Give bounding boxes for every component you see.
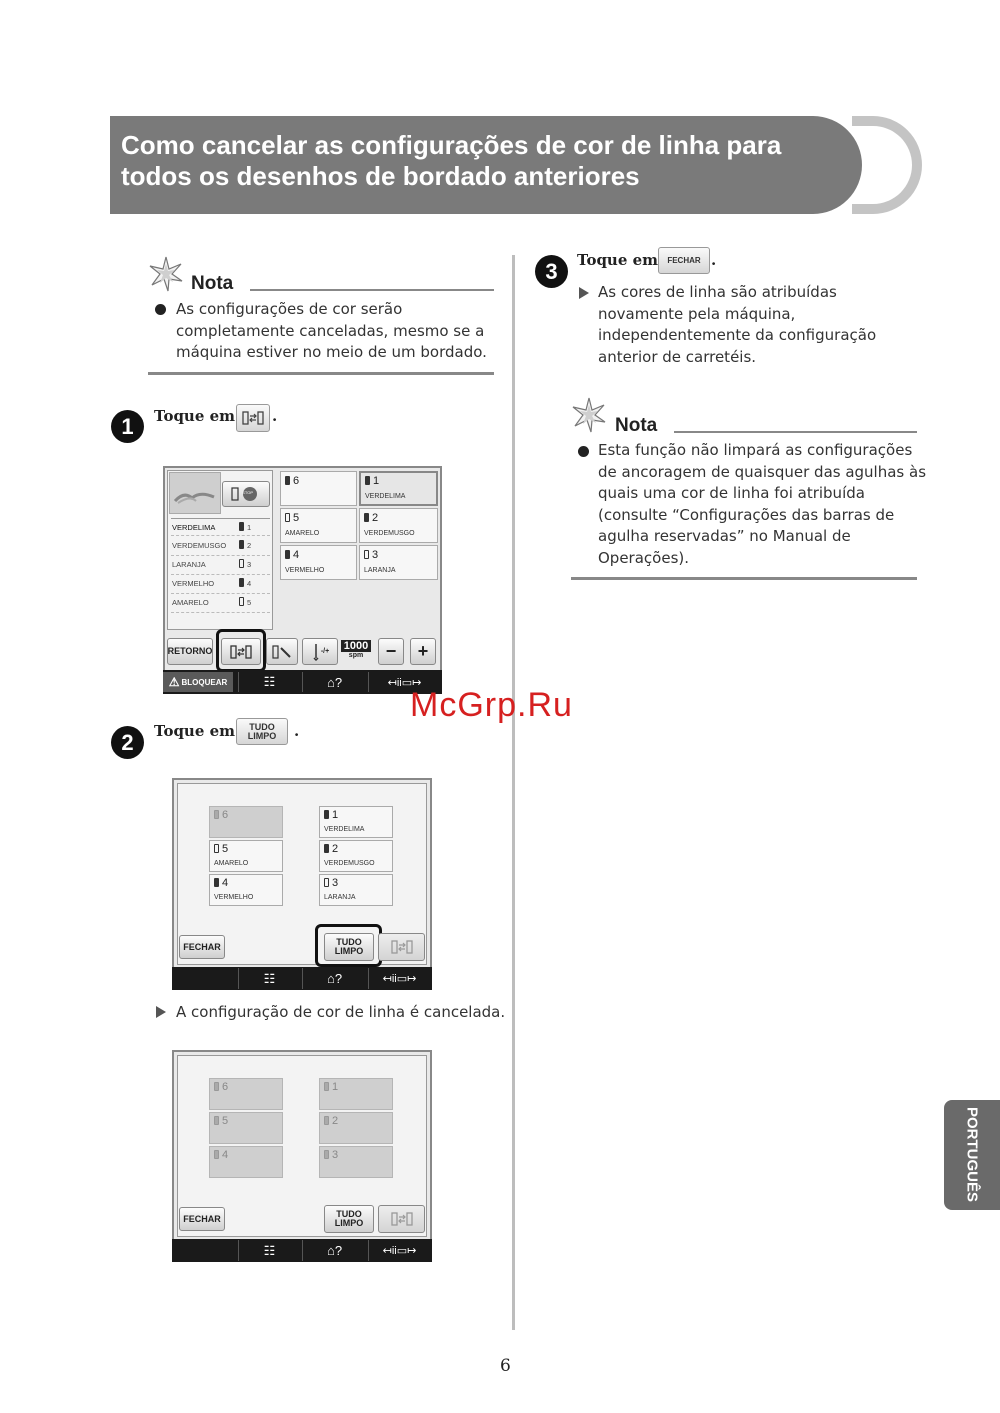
spool-pencil-icon bbox=[271, 644, 293, 660]
checklist-button[interactable] bbox=[238, 968, 300, 989]
help-button[interactable]: ⌂ ? bbox=[302, 1240, 366, 1261]
needle-tile[interactable]: 1 bbox=[319, 1078, 393, 1110]
color-list-row[interactable]: AMARELO 5 bbox=[171, 594, 270, 613]
needle-tile[interactable]: 4 bbox=[209, 1146, 283, 1178]
frame-move-button[interactable] bbox=[368, 968, 430, 989]
needle-tile[interactable]: 4 VERMELHO bbox=[209, 874, 283, 906]
spool-edit-button[interactable] bbox=[266, 638, 298, 665]
needle-tile[interactable]: 1 VERDELIMA bbox=[319, 806, 393, 838]
result-arrow-icon bbox=[156, 1006, 166, 1018]
result-arrow-icon bbox=[579, 287, 589, 299]
frame-move-icon: ↤ii▭↦ bbox=[382, 1245, 417, 1257]
note-star-icon bbox=[571, 397, 607, 433]
tudo-limpo-button[interactable]: TUDO LIMPO bbox=[324, 1205, 374, 1233]
section-title-line2: todos os desenhos de bordado anteriores bbox=[121, 161, 640, 191]
needle-tile[interactable]: 3 LARANJA bbox=[359, 545, 438, 580]
fechar-button[interactable]: FECHAR bbox=[658, 247, 710, 274]
watermark: McGrp.Ru bbox=[410, 686, 573, 724]
checklist-icon: ☷ bbox=[263, 970, 276, 986]
tudo-limpo-button[interactable]: TUDO LIMPO bbox=[236, 718, 288, 745]
note-bottom-rule bbox=[148, 372, 494, 375]
language-tab-label: PORTUGUÊS bbox=[963, 1107, 981, 1203]
needle-tile[interactable]: 3 bbox=[319, 1146, 393, 1178]
checklist-icon: ☷ bbox=[263, 1242, 276, 1258]
checklist-icon: ☷ bbox=[263, 674, 276, 689]
spool-swap-icon bbox=[241, 410, 265, 426]
note-body: Esta função não limpará as configurações de ancoragem de quaisquer das agulhas às quais uma cor de linha foi atribuída (consulte “Configurações das barras de agulha reservadas” no Manual de Operações). bbox=[598, 441, 927, 567]
color-list-row[interactable]: VERDELIMA 1 bbox=[171, 518, 270, 536]
needle-tile[interactable]: 6 bbox=[280, 471, 357, 506]
fechar-button[interactable]: FECHAR bbox=[179, 935, 225, 959]
spool-swap-icon bbox=[389, 939, 415, 955]
frame-move-icon: ↤ii▭↦ bbox=[387, 676, 422, 689]
step2-instruction: Toque em bbox=[154, 722, 236, 740]
result-text: A configuração de cor de linha é cancelada. bbox=[176, 1003, 506, 1021]
note-body bbox=[176, 299, 496, 364]
header-decoration-arc bbox=[852, 116, 922, 214]
checklist-button[interactable] bbox=[238, 672, 300, 692]
speed-display: 1000 spm bbox=[341, 640, 371, 664]
frame-move-icon: ↤ii▭↦ bbox=[382, 973, 417, 985]
needle-tile[interactable]: 5 AMARELO bbox=[280, 508, 357, 543]
warning-icon: ⚠ bbox=[168, 675, 180, 689]
note-bullet bbox=[155, 304, 166, 315]
stop-label: STOP bbox=[242, 490, 253, 495]
needle-tile[interactable]: 6 bbox=[209, 1078, 283, 1110]
step1-period: . bbox=[272, 407, 278, 425]
needle-tile[interactable]: 1 VERDELIMA bbox=[359, 471, 438, 506]
step-number-2: 2 bbox=[111, 726, 144, 759]
note-line: completamente canceladas, mesmo se a bbox=[176, 321, 485, 340]
checklist-button[interactable] bbox=[238, 1240, 300, 1261]
needle-tile[interactable]: 2 VERDEMUSGO bbox=[319, 840, 393, 872]
color-list-row[interactable]: LARANJA 3 bbox=[171, 556, 270, 575]
tudo-limpo-button[interactable]: TUDO LIMPO bbox=[324, 933, 374, 961]
note-heading-rule bbox=[674, 431, 917, 433]
page-number: 6 bbox=[500, 1356, 511, 1376]
note-heading: Nota bbox=[191, 273, 234, 294]
step-number-3: 3 bbox=[535, 255, 568, 288]
note-heading: Nota bbox=[615, 415, 658, 436]
help-button[interactable]: ⌂ ? bbox=[302, 968, 366, 989]
step1-instruction: Toque em bbox=[154, 407, 236, 425]
speed-plus-button[interactable]: + bbox=[410, 638, 436, 665]
needle-tile[interactable]: 3 LARANJA bbox=[319, 874, 393, 906]
lock-button[interactable]: ⚠ BLOQUEAR bbox=[163, 672, 233, 692]
spool-icon bbox=[239, 559, 244, 568]
note-star-icon bbox=[148, 256, 184, 292]
machine-help-icon: ⌂ bbox=[326, 674, 335, 690]
thread-color-reset-button[interactable] bbox=[378, 1205, 425, 1233]
note-line: As configurações de cor serão bbox=[176, 300, 403, 318]
column-divider bbox=[512, 255, 515, 1330]
needle-tile[interactable]: 5 bbox=[209, 1112, 283, 1144]
speed-minus-button[interactable]: − bbox=[378, 638, 404, 665]
embroidery-preview-icon bbox=[170, 473, 220, 513]
help-button[interactable]: ⌂ ? bbox=[302, 672, 366, 692]
section-title-line1: Como cancelar as configurações de cor de linha para bbox=[121, 130, 782, 160]
step3-result: As cores de linha são atribuídas novamente pela máquina, independentemente da configuração anterior de carretéis. bbox=[598, 283, 877, 366]
step2-period: . bbox=[294, 722, 300, 740]
needle-tile[interactable]: 4 VERMELHO bbox=[280, 545, 357, 580]
note-bottom-rule bbox=[571, 577, 917, 580]
needle-tile[interactable]: 2 VERDEMUSGO bbox=[359, 508, 438, 543]
thread-color-reset-button[interactable] bbox=[378, 933, 425, 961]
section-title bbox=[121, 130, 841, 192]
color-list-row[interactable]: VERMELHO 4 bbox=[171, 575, 270, 594]
needle-tile[interactable]: 2 bbox=[319, 1112, 393, 1144]
thread-color-reset-button[interactable] bbox=[236, 404, 270, 432]
needle-tile[interactable]: 6 bbox=[209, 806, 283, 838]
step3-period: . bbox=[711, 251, 717, 269]
machine-help-icon: ⌂ bbox=[326, 1243, 335, 1258]
spool-icon bbox=[239, 540, 244, 549]
step-number-1: 1 bbox=[111, 410, 144, 443]
note-bullet bbox=[578, 446, 589, 457]
needle-adjust-button[interactable]: -/+ bbox=[302, 638, 338, 665]
highlight-frame bbox=[216, 629, 266, 672]
spool-icon bbox=[239, 597, 244, 606]
retorno-button[interactable]: RETORNO bbox=[167, 638, 213, 665]
step3-instruction: Toque em bbox=[577, 251, 659, 269]
fechar-button[interactable]: FECHAR bbox=[179, 1207, 225, 1231]
spool-icon bbox=[239, 522, 244, 531]
color-list-row[interactable]: VERDEMUSGO 2 bbox=[171, 537, 270, 556]
note-heading-rule bbox=[250, 289, 494, 291]
needle-icon bbox=[311, 643, 321, 661]
spool-icon bbox=[239, 578, 244, 587]
machine-help-icon: ⌂ bbox=[326, 971, 335, 986]
design-preview bbox=[169, 472, 221, 514]
highlight-frame bbox=[315, 924, 382, 967]
spool-swap-icon bbox=[389, 1211, 415, 1227]
frame-move-button[interactable] bbox=[368, 1240, 430, 1261]
needle-tile[interactable]: 5 AMARELO bbox=[209, 840, 283, 872]
note-line: máquina estiver no meio de um bordado. bbox=[176, 343, 487, 361]
